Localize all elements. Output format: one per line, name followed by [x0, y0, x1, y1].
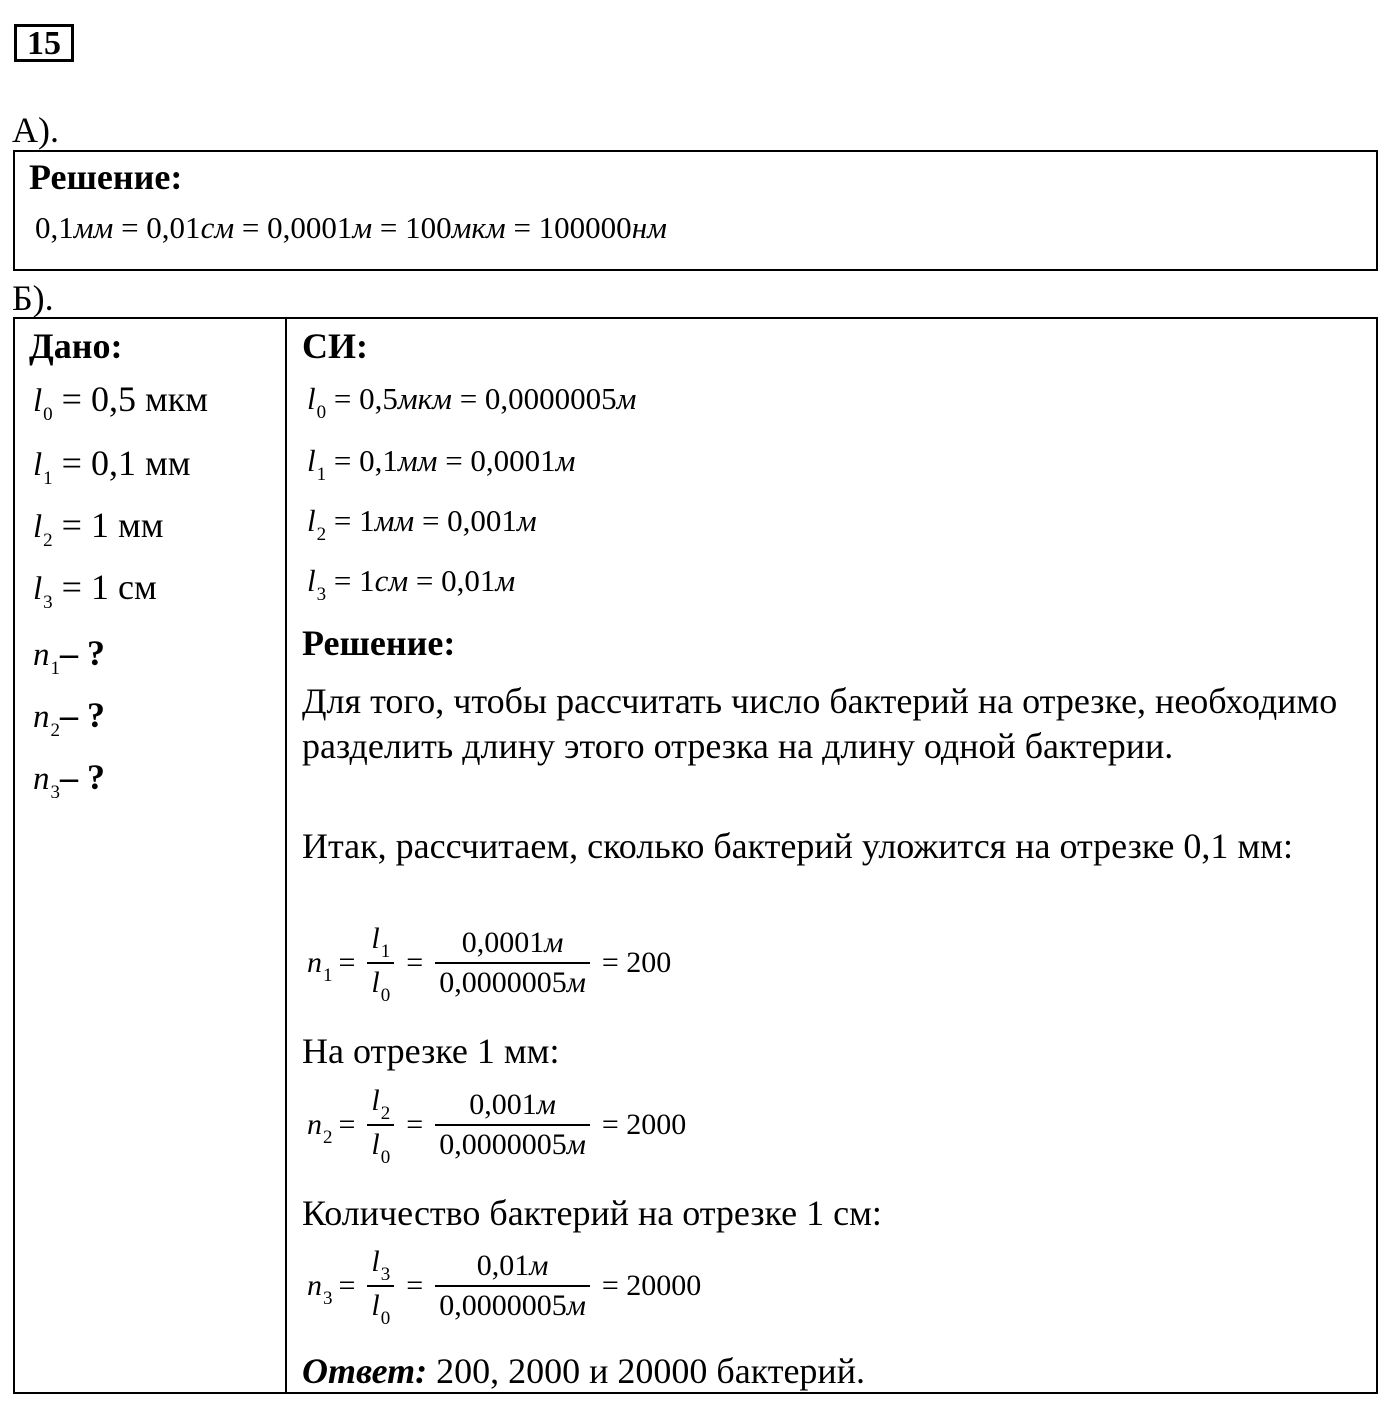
solution-paragraph-2: Итак, рассчитаем, сколько бактерий уложится на отрезке 0,1 мм: — [302, 826, 1293, 866]
given-symbol: n — [33, 761, 50, 797]
given-item — [33, 695, 105, 742]
given-symbol: n — [33, 699, 50, 735]
given-value: = 0,1 мм — [52, 443, 191, 483]
given-item — [33, 505, 164, 552]
task-number: 15 — [14, 24, 74, 62]
si-heading: СИ: — [302, 326, 368, 366]
part-a-conversion: 0,1мм = 0,01см = 0,0001м = 100мкм = 100000нм — [35, 210, 667, 245]
formula-n2: $n_2$ = $\frac{l_2}{l_0}$ = $\frac{0,001м}{0,0000005м}$ = 2000 — [307, 1084, 687, 1168]
given-heading: Дано: — [29, 326, 123, 366]
given-subscript: 2 — [43, 530, 53, 551]
given-symbol: n — [33, 637, 50, 673]
part-a-heading: Решение: — [29, 157, 183, 197]
fraction-symbolic: $\frac{l_2}{l_0}$ — [367, 1086, 394, 1164]
formula-n3: $n_3$ = $\frac{l_3}{l_0}$ = $\frac{0,01м}{0,0000005м}$ = 20000 — [307, 1245, 702, 1329]
part-a-label: А). — [12, 110, 59, 150]
given-item — [33, 757, 105, 804]
formula-result: = 200 — [601, 946, 672, 979]
given-subscript: 2 — [50, 720, 60, 741]
given-symbol: l — [33, 509, 43, 545]
part-a-box — [13, 150, 1378, 271]
given-value: = 1 мм — [52, 505, 164, 545]
part-b-label: Б). — [12, 278, 54, 318]
given-symbol: l — [33, 571, 43, 607]
given-subscript: 1 — [43, 468, 53, 489]
solution-heading: Решение: — [302, 623, 456, 663]
solution-paragraph-1: Для того, чтобы рассчитать число бактерий на отрезке, необходимо разделить длину этого отрезка на длину одной бактерии. — [302, 681, 1338, 766]
given-subscript: 3 — [43, 592, 53, 613]
given-subscript: 1 — [50, 658, 60, 679]
fraction-symbolic: $\frac{l_3}{l_0}$ — [367, 1247, 394, 1325]
fraction-numeric: $\frac{0,0001м}{0,0000005м}$ — [435, 928, 590, 998]
given-subscript: 0 — [43, 404, 53, 425]
si-item: $l_1 = 0,1мм = 0,0001м$ — [307, 443, 576, 485]
given-symbol: l — [33, 447, 43, 483]
given-item — [33, 633, 105, 680]
given-subscript: 3 — [50, 782, 60, 803]
given-item — [33, 567, 157, 614]
given-value: – ? — [60, 695, 105, 735]
given-value: = 1 см — [52, 567, 157, 607]
si-item: $l_0 = 0,5мкм = 0,0000005м$ — [307, 381, 637, 423]
formula-result: = 20000 — [601, 1269, 702, 1302]
given-value: = 0,5 мкм — [52, 379, 209, 419]
si-item: $l_3 = 1см = 0,01м$ — [307, 563, 516, 605]
given-symbol: l — [33, 383, 43, 419]
given-item — [33, 379, 208, 426]
fraction-symbolic: $\frac{l_1}{l_0}$ — [367, 924, 394, 1002]
si-item: $l_2 = 1мм = 0,001м$ — [307, 503, 537, 545]
formula-n1: $n_1$ = $\frac{l_1}{l_0}$ = $\frac{0,0001м}{0,0000005м}$ = 200 — [307, 922, 672, 1006]
answer-line — [302, 1349, 865, 1394]
answer-text: 200, 2000 и 20000 бактерий. — [427, 1351, 865, 1391]
solution-paragraph-3: На отрезке 1 мм: — [302, 1031, 560, 1071]
fraction-numeric: $\frac{0,01м}{0,0000005м}$ — [435, 1251, 590, 1321]
solution-paragraph-4: Количество бактерий на отрезке 1 см: — [302, 1193, 882, 1233]
given-item — [33, 443, 191, 490]
given-value: – ? — [60, 757, 105, 797]
formula-result: = 2000 — [601, 1108, 687, 1141]
fraction-numeric: $\frac{0,001м}{0,0000005м}$ — [435, 1090, 590, 1160]
answer-label: Ответ: — [302, 1351, 428, 1391]
part-b-table — [13, 317, 1378, 1394]
given-value: – ? — [60, 633, 105, 673]
column-divider — [285, 319, 287, 1394]
